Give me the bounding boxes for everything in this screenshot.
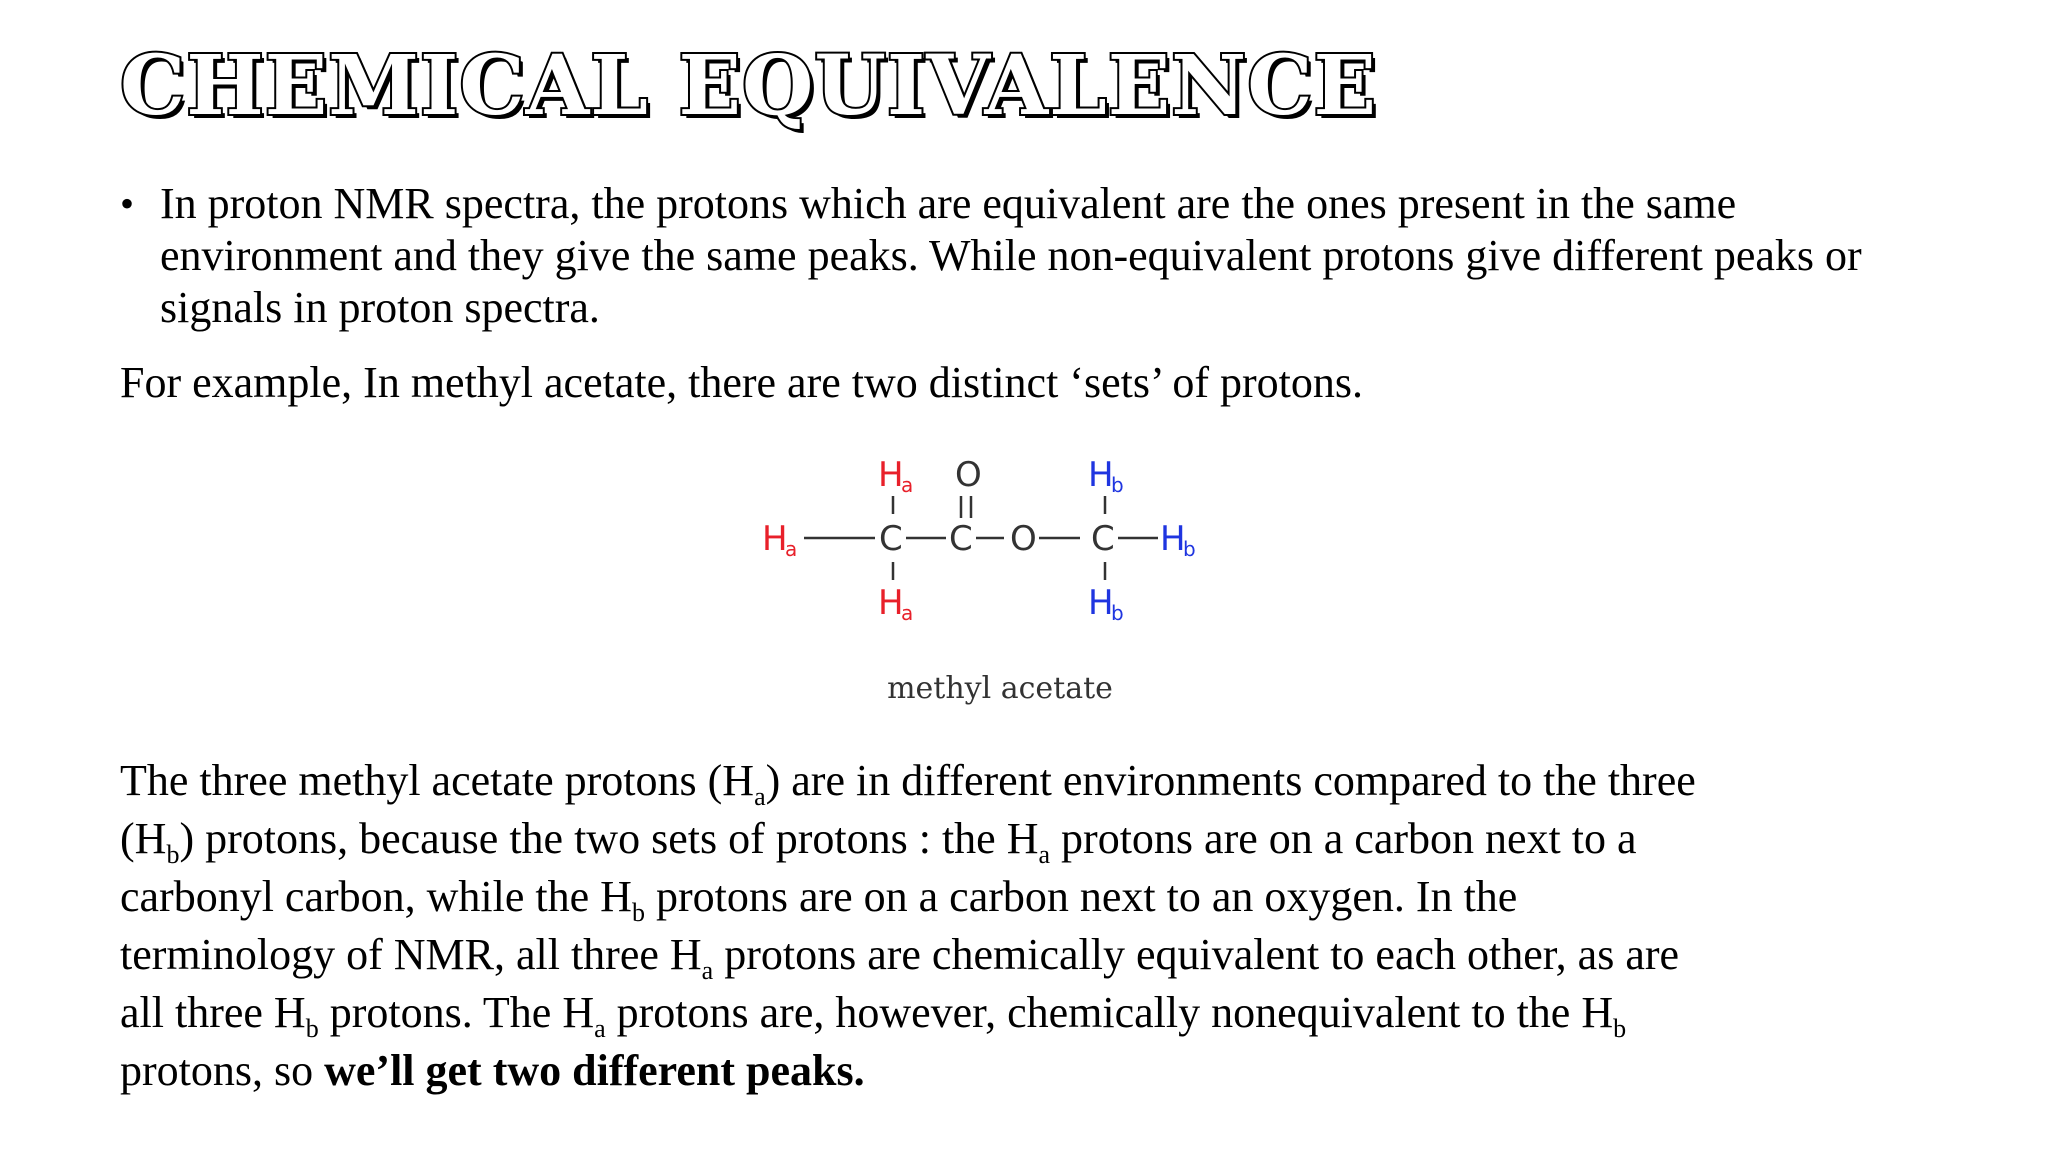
structure-diagram [760, 440, 1240, 720]
text-run: protons are, however, chemically nonequivalent to the H [605, 988, 1614, 1037]
subscript: b [1613, 1014, 1627, 1043]
subscript: a [594, 1014, 606, 1043]
bullet-mark: • [120, 181, 135, 226]
slide-title: CHEMICAL EQUIVALENCE [120, 38, 1378, 134]
ha-bottom-sub: a [901, 601, 914, 625]
text-run: all three H [120, 988, 306, 1037]
subscript: b [166, 840, 180, 869]
paragraph-line [120, 810, 1960, 868]
hb-top-sub: b [1111, 473, 1124, 497]
paragraph-line [120, 752, 1960, 810]
text-run: carbonyl carbon, while the H [120, 872, 632, 921]
paragraph-line [120, 868, 1960, 926]
paragraph-line [120, 926, 1960, 984]
text-run: ) protons, because the two sets of protons : the H [179, 814, 1039, 863]
bullet-text: In proton NMR spectra, the protons which are equivalent are the ones present in the same environment and they give the same peaks. While non-equivalent protons give different peaks or signals in proton spectra. [160, 179, 1862, 332]
ester-oxygen: O [1010, 519, 1037, 559]
ha-left-sub: a [785, 537, 798, 561]
carbon-3: C [1091, 519, 1115, 559]
paragraph-line [120, 1042, 1960, 1100]
bullet-item [120, 178, 1920, 334]
hb-bottom-label: H [1088, 583, 1114, 623]
text-run: (H [120, 814, 167, 863]
methyl-acetate-structure [760, 440, 1240, 720]
emphasis-text: we’ll get two different peaks. [324, 1046, 865, 1095]
hb-top-label: H [1088, 455, 1114, 495]
carbonyl-oxygen: O [955, 455, 982, 495]
text-run: protons, so [120, 1046, 325, 1095]
carbon-1: C [879, 519, 903, 559]
hb-bottom-sub: b [1111, 601, 1124, 625]
text-run: ) are in different environments compared to the three [765, 756, 1696, 805]
text-run: terminology of NMR, all three H [120, 930, 702, 979]
text-run: protons. The H [318, 988, 595, 1037]
explanation-paragraph [120, 752, 1960, 1100]
paragraph-line [120, 984, 1960, 1042]
text-run: The three methyl acetate protons (H [120, 756, 755, 805]
ha-left-label: H [762, 519, 788, 559]
text-run: protons are chemically equivalent to each other, as are [713, 930, 1680, 979]
text-run: protons are on a carbon next to an oxygen. In the [644, 872, 1518, 921]
hb-right-label: H [1160, 519, 1186, 559]
subscript: a [701, 956, 714, 985]
ha-top-label: H [878, 455, 904, 495]
subscript: b [631, 898, 645, 927]
subscript: b [305, 1014, 319, 1043]
subscript: a [1038, 840, 1051, 869]
subscript: a [754, 782, 766, 811]
ha-top-sub: a [901, 473, 914, 497]
ha-bottom-label: H [878, 583, 904, 623]
hb-right-sub: b [1183, 537, 1196, 561]
example-text: For example, In methyl acetate, there are two distinct ‘sets’ of protons. [120, 358, 1363, 407]
structure-caption: methyl acetate [887, 671, 1113, 706]
text-run: protons are on a carbon next to a [1050, 814, 1637, 863]
carbon-2: C [949, 519, 973, 559]
